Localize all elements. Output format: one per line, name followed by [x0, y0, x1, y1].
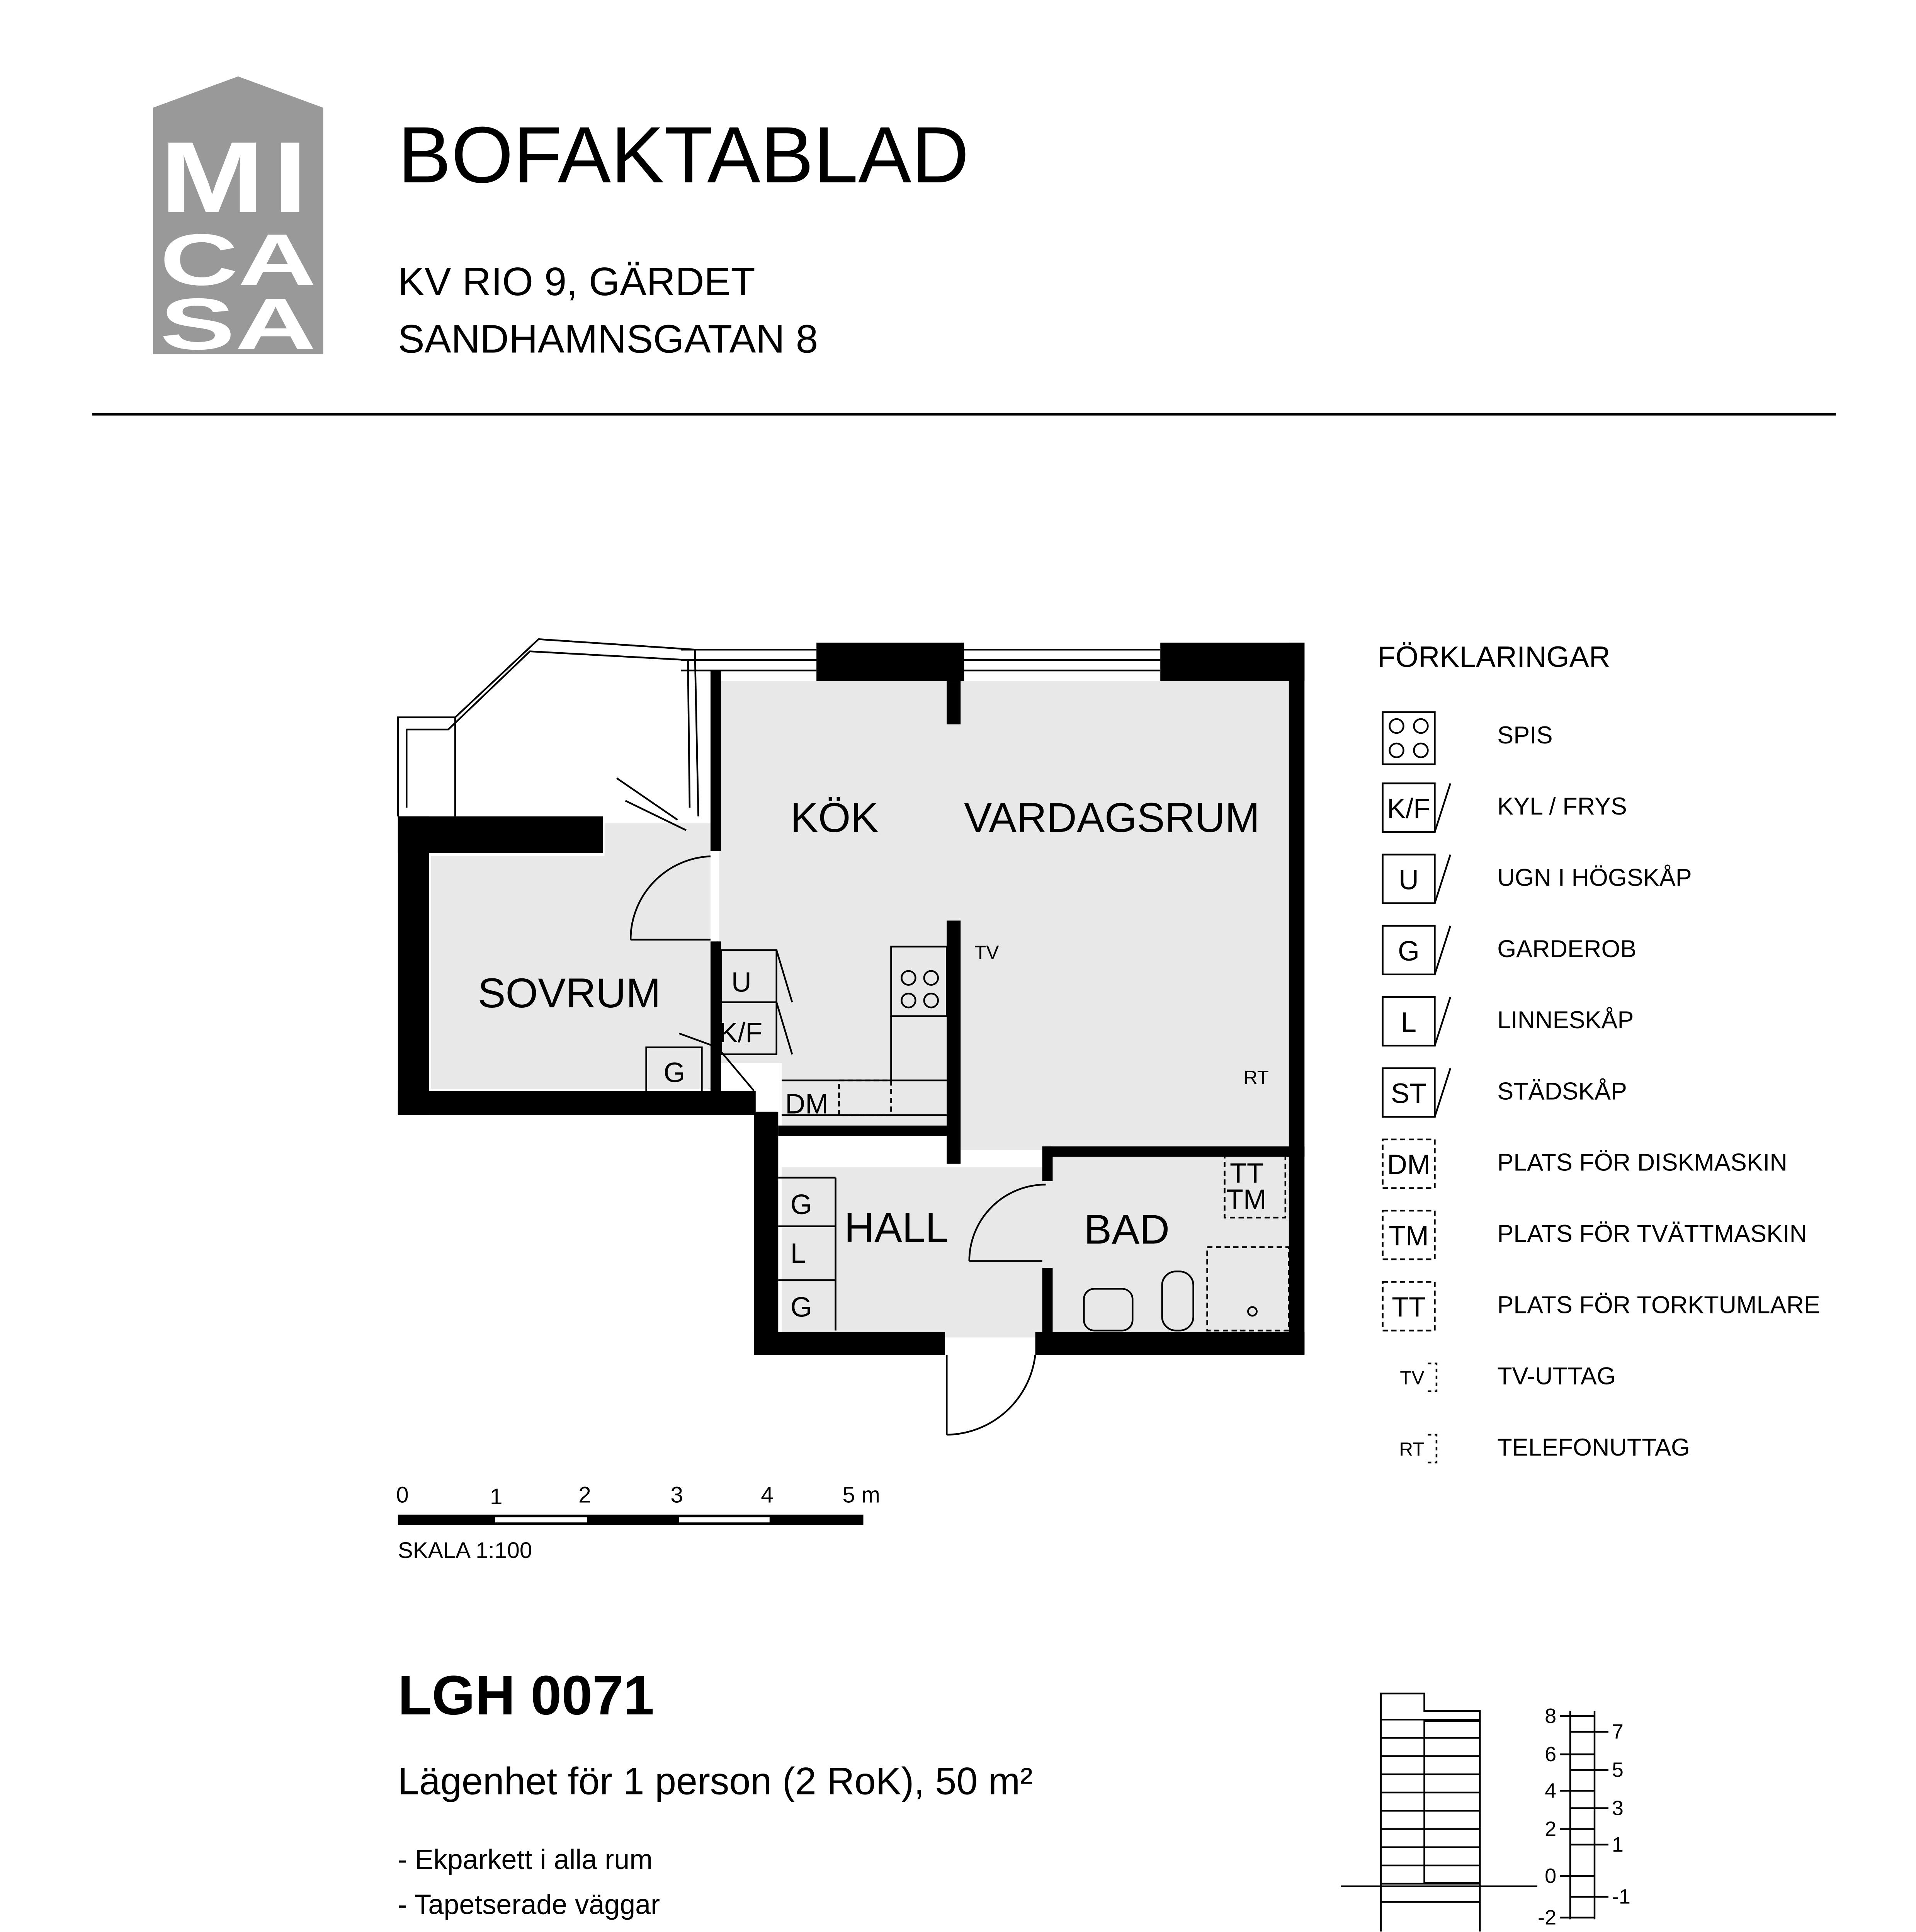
scale-tick-2: 2	[578, 1482, 591, 1508]
fixture-kf: K/F	[719, 1017, 763, 1049]
block-name: KV RIO 9, GÄRDET	[398, 259, 755, 304]
fixture-rt: RT	[1243, 1067, 1269, 1088]
section-diagram	[1341, 1694, 1630, 1932]
legend-label: TELEFONUTTAG	[1497, 1434, 1690, 1461]
legend-symbol: RT	[1399, 1438, 1425, 1460]
room-sovrum: SOVRUM	[478, 969, 661, 1017]
feature-1: - Ekparkett i alla rum	[398, 1844, 653, 1875]
apartment-summary: Lägenhet för 1 person (2 RoK), 50 m²	[398, 1759, 1033, 1803]
legend-row	[1383, 855, 1692, 903]
legend-row	[1383, 1068, 1627, 1117]
legend-row	[1383, 1139, 1787, 1188]
floor-plan	[398, 639, 1304, 1435]
svg-text:MI: MI	[160, 121, 316, 234]
legend-row	[1400, 1363, 1615, 1391]
legend-row	[1383, 997, 1634, 1046]
svg-text:SA: SA	[160, 283, 316, 365]
fixture-dm: DM	[785, 1088, 829, 1120]
section-level-right: 3	[1612, 1796, 1624, 1820]
fixture-u: U	[731, 967, 751, 998]
legend-label: TV-UTTAG	[1497, 1362, 1616, 1390]
fixture-tv: TV	[974, 942, 999, 963]
scale-tick-1: 1	[490, 1484, 503, 1509]
room-hall: HALL	[844, 1204, 949, 1251]
micasa-logo	[153, 77, 323, 365]
section-level-left: 4	[1545, 1779, 1557, 1803]
street-address: SANDHAMNSGATAN 8	[398, 316, 818, 361]
scale-tick-4: 4	[761, 1482, 774, 1508]
svg-text:CA: CA	[160, 219, 316, 301]
scale-bar	[396, 1482, 880, 1563]
section-level-left: 0	[1545, 1864, 1557, 1888]
fixture-tm: TM	[1226, 1184, 1267, 1215]
section-level-left: 8	[1545, 1704, 1557, 1728]
legend-symbol: U	[1399, 864, 1419, 896]
legend-symbol: K/F	[1387, 793, 1430, 825]
legend-symbol-mark	[1428, 1364, 1436, 1391]
section-level-left: -2	[1538, 1906, 1557, 1929]
section-level-left: 2	[1545, 1817, 1557, 1841]
scale-tick-0: 0	[396, 1482, 409, 1508]
scale-tick-5: 5 m	[842, 1482, 880, 1508]
legend-label: PLATS FÖR DISKMASKIN	[1497, 1149, 1787, 1176]
legend-row	[1383, 712, 1553, 764]
section-level-left: 6	[1545, 1743, 1557, 1766]
room-vardagsrum: VARDAGSRUM	[964, 794, 1260, 841]
legend-row	[1383, 1282, 1820, 1330]
apartment-id: LGH 0071	[398, 1664, 655, 1726]
room-kok: KÖK	[790, 794, 879, 841]
legend-row	[1383, 783, 1627, 832]
section-core	[1424, 1721, 1480, 1883]
legend-symbol: G	[1398, 935, 1420, 967]
scale-label: SKALA 1:100	[398, 1538, 532, 1563]
room-bad: BAD	[1084, 1206, 1170, 1253]
legend	[1377, 641, 1820, 1463]
section-level-right: 7	[1612, 1720, 1624, 1743]
legend-label: PLATS FÖR TORKTUMLARE	[1497, 1291, 1820, 1319]
sheet-title: BOFAKTABLAD	[398, 110, 969, 199]
section-level-right: 1	[1612, 1833, 1624, 1856]
fixture-g-hall-1: G	[790, 1189, 812, 1221]
legend-label: PLATS FÖR TVÄTTMASKIN	[1497, 1220, 1807, 1248]
legend-symbol-mark	[1428, 1435, 1436, 1463]
scale-tick-3: 3	[670, 1482, 683, 1508]
fixture-l-hall: L	[790, 1238, 806, 1269]
legend-symbol: TT	[1392, 1292, 1426, 1323]
legend-row	[1399, 1434, 1690, 1463]
fixture-tt: TT	[1229, 1158, 1264, 1189]
legend-title: FÖRKLARINGAR	[1377, 641, 1610, 674]
fixture-g-sovrum: G	[663, 1057, 685, 1088]
legend-symbol: TM	[1389, 1221, 1429, 1252]
legend-label: STÄDSKÅP	[1497, 1078, 1627, 1105]
legend-row	[1383, 926, 1637, 975]
legend-label: GARDEROB	[1497, 935, 1637, 963]
legend-symbol: TV	[1400, 1367, 1425, 1389]
legend-symbol: ST	[1391, 1078, 1426, 1109]
fixture-g-hall-2: G	[790, 1292, 812, 1323]
section-level-right: 5	[1612, 1758, 1624, 1782]
stove-icon	[1383, 712, 1435, 764]
feature-2: - Tapetserade väggar	[398, 1889, 660, 1920]
legend-symbol: L	[1401, 1007, 1417, 1038]
legend-row	[1383, 1211, 1807, 1259]
legend-label: LINNESKÅP	[1497, 1007, 1634, 1034]
section-level-right: -1	[1612, 1885, 1630, 1908]
legend-symbol: DM	[1387, 1149, 1430, 1180]
legend-label: UGN I HÖGSKÅP	[1497, 864, 1692, 891]
legend-label: SPIS	[1497, 721, 1553, 749]
legend-symbol-box	[1383, 997, 1450, 1046]
legend-label: KYL / FRYS	[1497, 793, 1627, 820]
